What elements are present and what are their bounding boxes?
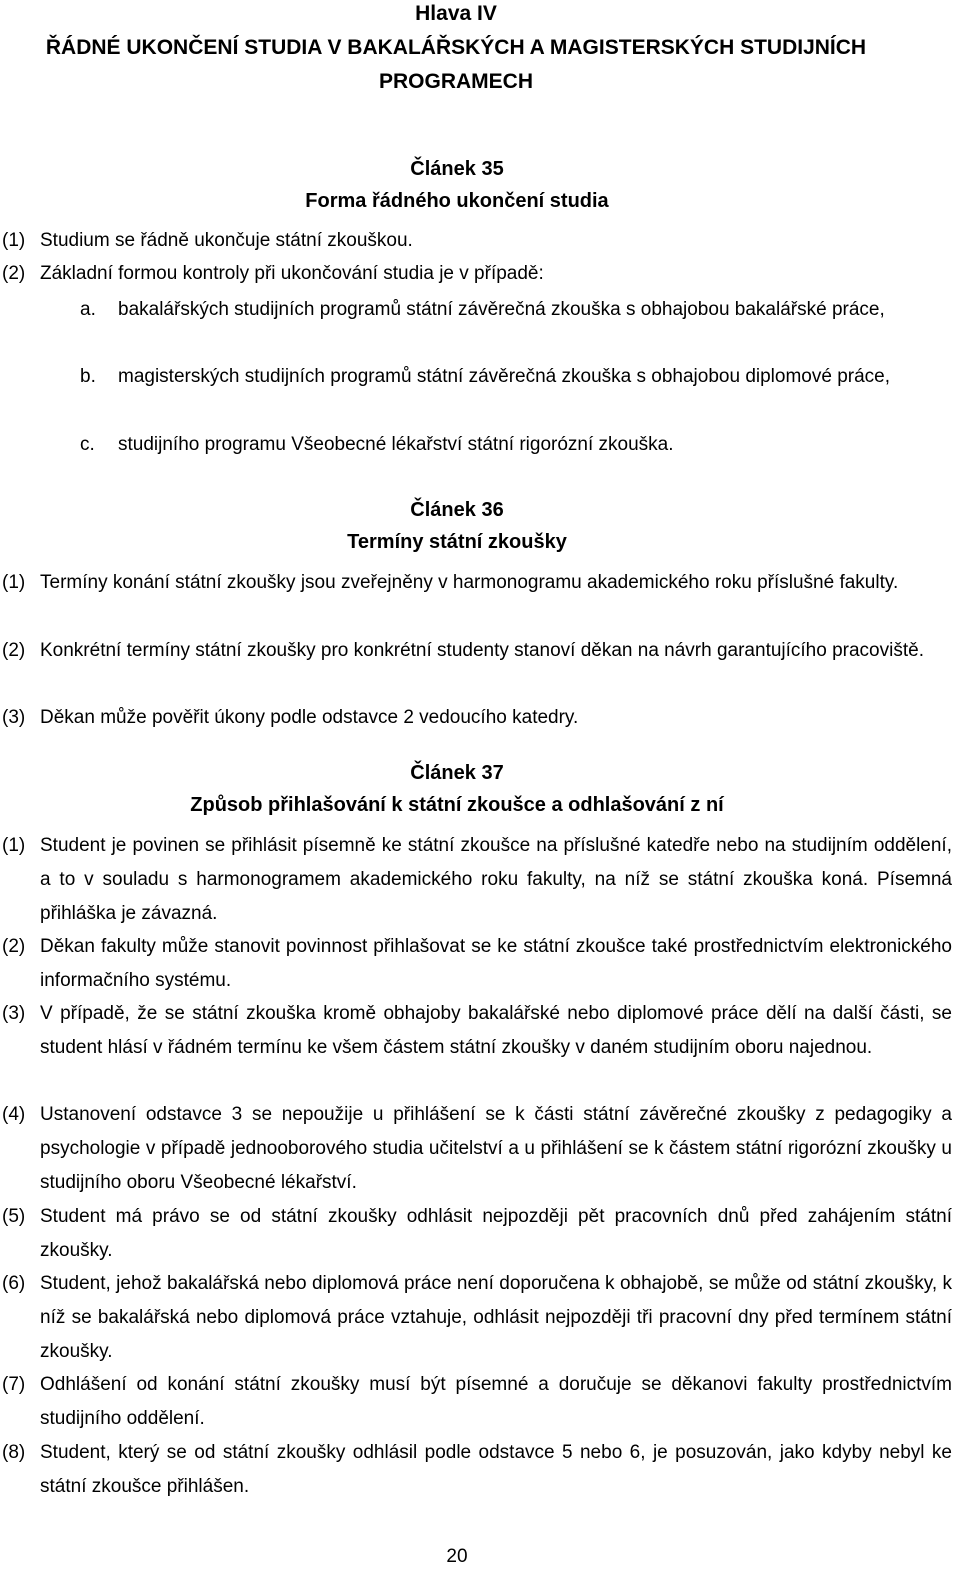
- article-37-number: Článek 37: [410, 762, 504, 784]
- article-36-title: Termíny státní zkoušky: [347, 531, 567, 553]
- paragraph-text: Studium se řádně ukončuje státní zkouškou.: [40, 230, 413, 251]
- article-37-paragraph-7: [0, 1368, 952, 1436]
- paragraph-number: (3): [2, 1003, 26, 1024]
- paragraph-text: Termíny konání státní zkoušky jsou zveřejněny v harmonogramu akademického roku příslušné fakulty.: [40, 572, 899, 593]
- article-37-paragraph-2: [0, 930, 952, 998]
- list-item-label: a.: [80, 299, 96, 320]
- paragraph-number: (2): [2, 263, 26, 284]
- list-item-text: magisterských studijních programů státní závěrečná zkouška s obhajobou diplomové práce,: [118, 366, 891, 387]
- article-37-paragraph-3: [0, 997, 952, 1065]
- article-35-list-item-c: [0, 428, 952, 462]
- article-37-paragraph-8: [0, 1436, 952, 1504]
- article-37-paragraph-1: [0, 829, 952, 931]
- paragraph-text: Ustanovení odstavce 3 se nepoužije u přihlášení se k části státní závěrečné zkoušky z pedagogiky a psychologie v případě jednooborového studia učitelství a u přihlášení se k částem státní rigorózní zkoušky u studijního oboru Všeobecné lékařství.: [40, 1104, 952, 1193]
- article-35-title: Forma řádného ukončení studia: [305, 190, 609, 212]
- article-36-heading: [0, 494, 914, 558]
- paragraph-number: (1): [2, 230, 26, 251]
- article-37-title: Způsob přihlašování k státní zkoušce a odhlašování z ní: [190, 794, 724, 816]
- paragraph-number: (8): [2, 1442, 26, 1463]
- chapter-title-line-1: ŘÁDNÉ UKONČENÍ STUDIA V BAKALÁŘSKÝCH A MAGISTERSKÝCH STUDIJNÍCH: [45, 36, 867, 59]
- paragraph-number: (6): [2, 1273, 26, 1294]
- article-35-list-item-a: [0, 293, 952, 327]
- paragraph-text: Odhlášení od konání státní zkoušky musí být písemné a doručuje se děkanovi fakulty prostřednictvím studijního oddělení.: [40, 1374, 952, 1429]
- list-item-text: studijního programu Všeobecné lékařství státní rigorózní zkouška.: [118, 434, 674, 455]
- article-36-paragraph-1: [0, 566, 952, 600]
- paragraph-number: (7): [2, 1374, 26, 1395]
- article-36-paragraph-3: [0, 701, 952, 735]
- article-37-paragraph-5: [0, 1200, 952, 1268]
- paragraph-text: Konkrétní termíny státní zkoušky pro konkrétní studenty stanoví děkan na návrh garantujícího pracoviště.: [40, 640, 924, 661]
- chapter-number: Hlava IV: [415, 2, 497, 25]
- paragraph-text: Děkan může pověřit úkony podle odstavce 2 vedoucího katedry.: [40, 707, 579, 728]
- article-36-paragraph-2: [0, 634, 952, 668]
- article-36-number: Článek 36: [410, 499, 504, 521]
- paragraph-text: Základní formou kontroly při ukončování studia je v případě:: [40, 263, 544, 284]
- list-item-label: b.: [80, 366, 96, 387]
- paragraph-text: Student je povinen se přihlásit písemně ke státní zkoušce na příslušné katedře nebo na studijním oddělení, a to v souladu s harmonogramem akademického roku fakulty, na níž se státní zkouška koná. Písemná přihláška je závazná.: [40, 835, 952, 924]
- chapter-title-line-2: PROGRAMECH: [378, 70, 533, 93]
- article-37-heading: [0, 757, 914, 821]
- paragraph-text: Student má právo se od státní zkoušky odhlásit nejpozději pět pracovních dnů před zahájením státní zkoušky.: [40, 1206, 952, 1261]
- paragraph-number: (4): [2, 1104, 26, 1125]
- paragraph-text: Děkan fakulty může stanovit povinnost přihlašovat se ke státní zkoušce také prostřednictvím elektronického informačního systému.: [40, 936, 952, 991]
- paragraph-number: (2): [2, 640, 26, 661]
- paragraph-number: (1): [2, 572, 26, 593]
- article-35-paragraph-2: [0, 257, 952, 291]
- article-35-number: Článek 35: [410, 158, 504, 180]
- paragraph-number: (2): [2, 936, 26, 957]
- paragraph-text: Student, jehož bakalářská nebo diplomová práce není doporučena k obhajobě, se může od státní zkoušky, k níž se bakalářská nebo diplomová práce vztahuje, odhlásit nejpozději tři pracovní dny před termínem státní zkoušky.: [40, 1273, 952, 1362]
- article-37-paragraph-6: [0, 1267, 952, 1369]
- article-35-paragraph-1: [0, 224, 952, 258]
- paragraph-number: (5): [2, 1206, 26, 1227]
- article-35-heading: [0, 153, 914, 217]
- list-item-label: c.: [80, 434, 95, 455]
- article-35-list-item-b: [0, 360, 952, 394]
- list-item-text: bakalářských studijních programů státní závěrečná zkouška s obhajobou bakalářské práce,: [118, 299, 885, 320]
- paragraph-text: V případě, že se státní zkouška kromě obhajoby bakalářské nebo diplomové práce dělí na další části, se student hlásí v řádném termínu ke všem částem státní zkoušky v daném studijním oboru najednou.: [40, 1003, 952, 1058]
- paragraph-number: (3): [2, 707, 26, 728]
- article-37-paragraph-4: [0, 1098, 952, 1200]
- paragraph-text: Student, který se od státní zkoušky odhlásil podle odstavce 5 nebo 6, je posuzován, jako kdyby nebyl ke státní zkoušce přihlášen.: [40, 1442, 952, 1497]
- paragraph-number: (1): [2, 835, 26, 856]
- page-number: 20: [446, 1546, 468, 1567]
